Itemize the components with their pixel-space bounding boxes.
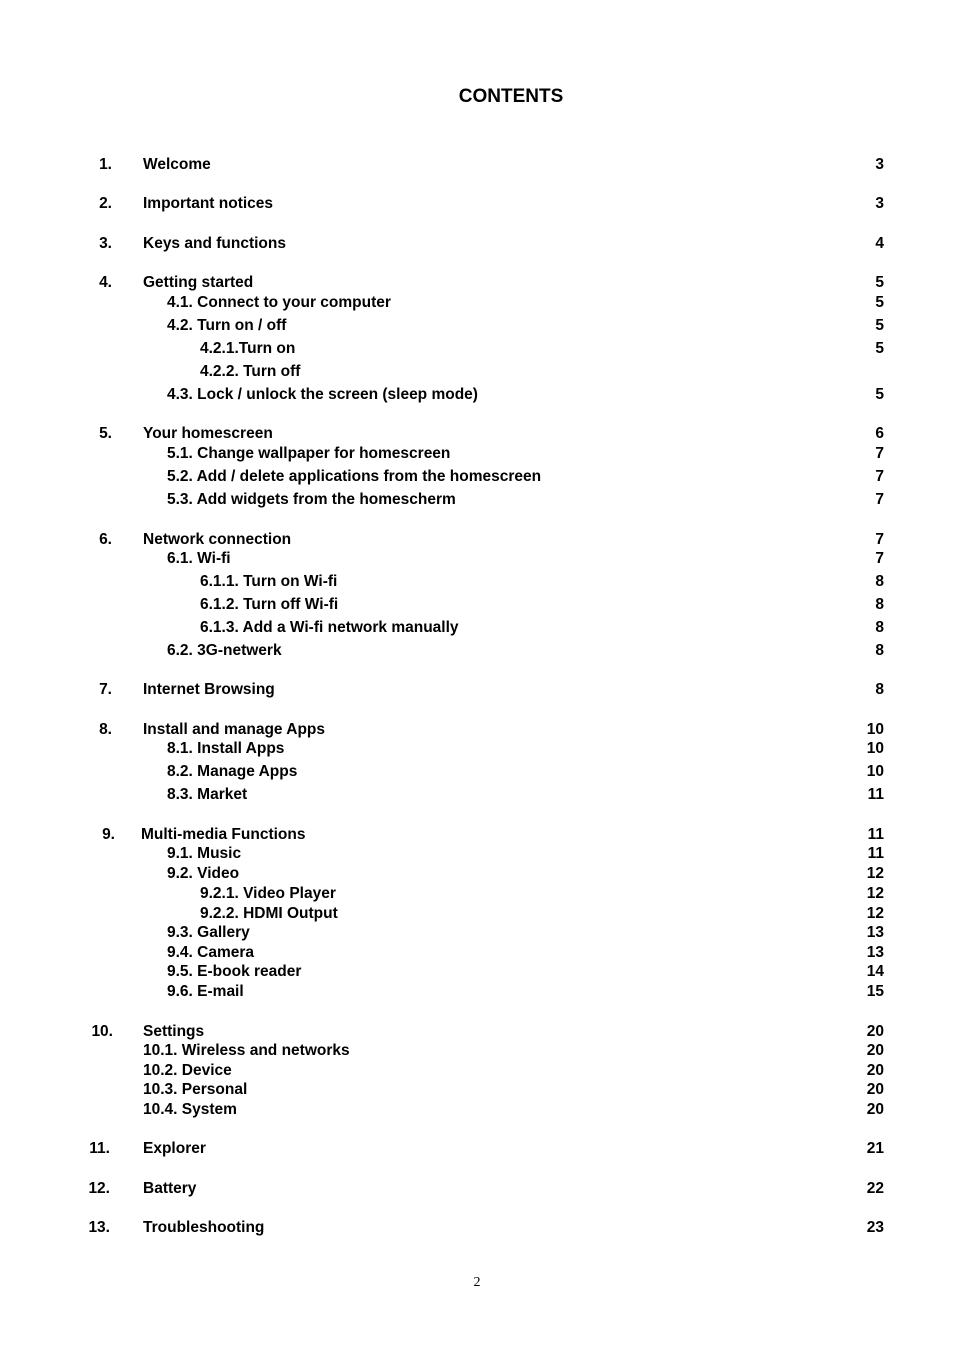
toc-entry-label: 4.3. Lock / unlock the screen (sleep mode): [167, 386, 478, 403]
toc-entry-label: 8.3. Market: [167, 786, 248, 803]
toc-entry-number: 12.: [88, 1180, 110, 1197]
toc-entry-page: 11: [867, 826, 884, 843]
toc-entry-label: Install and manage Apps: [143, 721, 326, 738]
toc-entry-page: 11: [867, 845, 884, 862]
toc-entry-number: 8.: [99, 721, 112, 738]
toc-entry: [0, 641, 954, 661]
toc-entry-page: 6: [875, 425, 884, 442]
toc-entry: [0, 1080, 954, 1100]
toc-entry-label: Important notices: [143, 195, 274, 212]
toc-entry-page: 5: [875, 386, 884, 403]
toc-entry-page: 7: [875, 491, 884, 508]
toc-entry: [0, 739, 954, 759]
toc-entry-page: 8: [875, 573, 884, 590]
toc-entry-label: 5.2. Add / delete applications from the homescreen: [167, 468, 542, 485]
toc-entry: [0, 490, 954, 510]
toc-entry-page: 20: [866, 1062, 884, 1079]
toc-entry-page: 3: [875, 156, 884, 173]
toc-entry: [0, 825, 954, 845]
toc-entry-label: 10.3. Personal: [143, 1081, 248, 1098]
toc-entry-label: Internet Browsing: [143, 681, 275, 698]
toc-entry: [0, 424, 954, 444]
toc-entry-number: 7.: [99, 681, 112, 698]
toc-entry-page: 7: [875, 468, 884, 485]
toc-entry-number: 2.: [99, 195, 112, 212]
toc-entry: [0, 444, 954, 464]
toc-entry: [0, 680, 954, 700]
toc-entry-page: 8: [875, 619, 884, 636]
toc-entry-page: 14: [866, 963, 884, 980]
toc-entry: [0, 530, 954, 550]
toc-entry: [0, 194, 954, 214]
toc-entry: [0, 785, 954, 805]
toc-entry: [0, 467, 954, 487]
toc-entry-page: 5: [875, 340, 884, 357]
toc-entry-label: 9.2.2. HDMI Output: [200, 905, 338, 922]
toc-entry: [0, 943, 954, 963]
toc-entry-label: 8.1. Install Apps: [167, 740, 285, 757]
toc-entry-label: 8.2. Manage Apps: [167, 763, 298, 780]
toc-entry-page: 21: [866, 1140, 884, 1157]
toc-entry-page: 8: [875, 681, 884, 698]
toc-entry: [0, 362, 954, 382]
toc-entry-label: Your homescreen: [143, 425, 273, 442]
toc-entry-label: 10.1. Wireless and networks: [143, 1042, 350, 1059]
toc-entry-page: 22: [866, 1180, 884, 1197]
toc-entry: [0, 720, 954, 740]
toc-entry: [0, 884, 954, 904]
toc-entry-number: 1.: [99, 156, 112, 173]
toc-entry: [0, 234, 954, 254]
toc-entry-page: 3: [875, 195, 884, 212]
toc-entry-page: 5: [875, 317, 884, 334]
toc-entry-label: 4.2. Turn on / off: [167, 317, 287, 334]
page-title: CONTENTS: [458, 86, 564, 107]
toc-entry: [0, 1218, 954, 1238]
toc-entry-label: 9.6. E-mail: [167, 983, 244, 1000]
toc-entry-page: 10: [866, 763, 884, 780]
toc-entry-number: 10.: [91, 1023, 113, 1040]
toc-entry-page: 12: [866, 905, 884, 922]
toc-entry-label: Keys and functions: [143, 235, 286, 252]
toc-entry: [0, 1100, 954, 1120]
toc-entry-label: Welcome: [143, 156, 211, 173]
toc-entry-label: 9.2.1. Video Player: [200, 885, 336, 902]
toc-entry: [0, 385, 954, 405]
toc-entry-label: 4.2.1.Turn on: [200, 340, 296, 357]
toc-entry: [0, 1139, 954, 1159]
toc-entry-label: 6.2. 3G-netwerk: [167, 642, 282, 659]
toc-entry-label: 6.1.2. Turn off Wi-fi: [200, 596, 339, 613]
toc-entry-number: 5.: [99, 425, 112, 442]
toc-entry: [0, 572, 954, 592]
toc-entry-label: Network connection: [143, 531, 292, 548]
toc-entry-page: 15: [866, 983, 884, 1000]
toc-entry-label: 6.1.1. Turn on Wi-fi: [200, 573, 338, 590]
toc-entry-label: 9.3. Gallery: [167, 924, 250, 941]
toc-entry-number: 4.: [99, 274, 112, 291]
toc-entry: [0, 1022, 954, 1042]
toc-entry-page: 5: [875, 274, 884, 291]
toc-entry: [0, 962, 954, 982]
toc-entry: [0, 339, 954, 359]
page-number: 2: [473, 1275, 481, 1290]
toc-entry: [0, 618, 954, 638]
toc-entry-label: 4.2.2. Turn off: [200, 363, 301, 380]
toc-entry: [0, 1061, 954, 1081]
toc-entry-page: 13: [866, 944, 884, 961]
toc-entry-label: 6.1.3. Add a Wi-fi network manually: [200, 619, 459, 636]
toc-entry-label: 9.5. E-book reader: [167, 963, 302, 980]
toc-entry-page: 8: [875, 596, 884, 613]
toc-entry-page: 4: [875, 235, 884, 252]
toc-entry-page: 20: [866, 1081, 884, 1098]
toc-entry-page: 20: [866, 1101, 884, 1118]
toc-entry-page: 8: [875, 642, 884, 659]
toc-entry-number: 11.: [89, 1140, 110, 1157]
toc-entry: [0, 844, 954, 864]
toc-entry-page: 5: [875, 294, 884, 311]
toc-entry-page: 10: [866, 721, 884, 738]
toc-entry-number: 9.: [102, 826, 115, 843]
toc-entry-number: 13.: [88, 1219, 110, 1236]
toc-entry: [0, 762, 954, 782]
toc-entry-page: 20: [866, 1042, 884, 1059]
toc-entry-page: 7: [875, 531, 884, 548]
toc-entry-label: 9.4. Camera: [167, 944, 255, 961]
toc-entry-page: 13: [866, 924, 884, 941]
toc-entry-label: 9.1. Music: [167, 845, 242, 862]
toc-entry-page: 20: [866, 1023, 884, 1040]
toc-entry-page: 11: [867, 786, 884, 803]
toc-entry-page: 12: [866, 865, 884, 882]
toc-entry-label: 10.2. Device: [143, 1062, 232, 1079]
toc-entry-label: 9.2. Video: [167, 865, 240, 882]
toc-entry: [0, 982, 954, 1002]
toc-entry-number: 3.: [99, 235, 112, 252]
toc-entry-label: Settings: [143, 1023, 205, 1040]
toc-entry-label: Battery: [143, 1180, 197, 1197]
toc-entry-label: Troubleshooting: [143, 1219, 265, 1236]
toc-entry: [0, 549, 954, 569]
toc-entry: [0, 316, 954, 336]
toc-entry: [0, 923, 954, 943]
toc-entry-label: Explorer: [143, 1140, 206, 1157]
toc-entry-page: 7: [875, 445, 884, 462]
toc-entry-label: 10.4. System: [143, 1101, 237, 1118]
toc-entry-page: 12: [866, 885, 884, 902]
toc-entry-label: Getting started: [143, 274, 254, 291]
toc-entry-page: 7: [875, 550, 884, 567]
toc-entry: [0, 1041, 954, 1061]
toc-entry: [0, 155, 954, 175]
toc-entry-number: 6.: [99, 531, 112, 548]
toc-entry-page: 23: [866, 1219, 884, 1236]
toc-entry-label: 5.3. Add widgets from the homescherm: [167, 491, 456, 508]
toc-entry-page: 10: [866, 740, 884, 757]
toc-entry-label: 4.1. Connect to your computer: [167, 294, 391, 311]
toc-entry: [0, 1179, 954, 1199]
toc-entry-label: 6.1. Wi-fi: [167, 550, 231, 567]
toc-entry: [0, 293, 954, 313]
toc-entry: [0, 595, 954, 615]
toc-entry: [0, 273, 954, 293]
toc-entry-label: Multi-media Functions: [141, 826, 306, 843]
toc-entry: [0, 864, 954, 884]
toc-entry-label: 5.1. Change wallpaper for homescreen: [167, 445, 451, 462]
toc-entry: [0, 904, 954, 924]
